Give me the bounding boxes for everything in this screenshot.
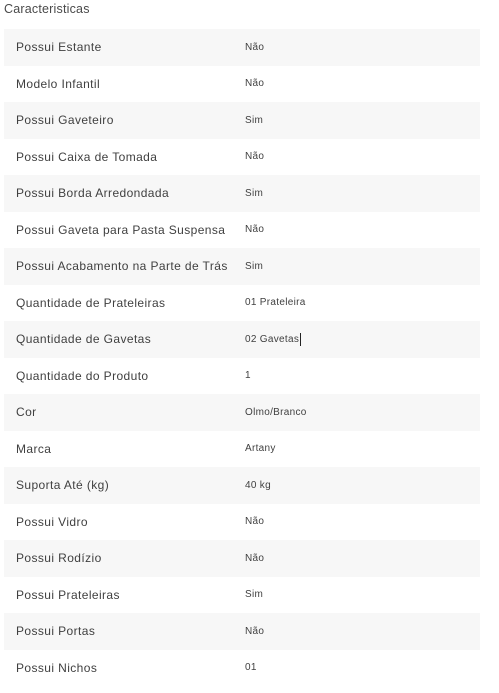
spec-value: Sim bbox=[245, 589, 264, 601]
spec-value: Olmo/Branco bbox=[245, 406, 307, 418]
table-row-possui-gaveteiro bbox=[4, 102, 480, 139]
spec-label: Quantidade do Produto bbox=[16, 368, 149, 383]
spec-label: Possui Prateleiras bbox=[16, 587, 120, 602]
table-row-possui-vidro bbox=[4, 504, 480, 541]
table-row-quantidade-do-produto bbox=[4, 358, 480, 395]
spec-value: 1 bbox=[245, 370, 251, 382]
table-row-possui-nichos bbox=[4, 650, 480, 687]
spec-value: Sim bbox=[245, 114, 264, 126]
section-title: Caracteristicas bbox=[4, 2, 90, 16]
spec-value: 01 Prateleira bbox=[245, 297, 306, 309]
spec-value: Não bbox=[245, 625, 265, 637]
table-row-suporta-ate bbox=[4, 467, 480, 504]
spec-value: Não bbox=[245, 516, 265, 528]
spec-label: Suporta Até (kg) bbox=[16, 478, 110, 493]
spec-value-with-cursor[interactable] bbox=[245, 321, 480, 358]
spec-label: Marca bbox=[16, 441, 52, 456]
spec-value: Não bbox=[245, 78, 265, 90]
spec-label: Quantidade de Prateleiras bbox=[16, 295, 166, 310]
table-row-possui-gaveta-pasta-suspensa bbox=[4, 212, 480, 249]
spec-value: Não bbox=[245, 41, 265, 53]
spec-value: Não bbox=[245, 151, 265, 163]
table-row-quantidade-de-gavetas bbox=[4, 321, 480, 358]
spec-value: Não bbox=[245, 552, 265, 564]
spec-label: Possui Estante bbox=[16, 40, 102, 55]
text-cursor bbox=[300, 333, 301, 346]
spec-value[interactable]: 02 Gavetas bbox=[245, 333, 300, 345]
spec-label: Possui Vidro bbox=[16, 514, 88, 529]
table-row-quantidade-de-prateleiras bbox=[4, 285, 480, 322]
spec-value: 40 kg bbox=[245, 479, 271, 491]
spec-value: Não bbox=[245, 224, 265, 236]
table-row-possui-portas bbox=[4, 613, 480, 650]
spec-label: Possui Gaveteiro bbox=[16, 113, 114, 128]
table-row-modelo-infantil bbox=[4, 66, 480, 103]
spec-label: Modelo Infantil bbox=[16, 76, 101, 91]
spec-label: Cor bbox=[16, 405, 37, 420]
table-row-possui-borda-arredondada bbox=[4, 175, 480, 212]
spec-label: Possui Portas bbox=[16, 624, 96, 639]
table-row-possui-acabamento-parte-de-tras bbox=[4, 248, 480, 285]
spec-label: Possui Caixa de Tomada bbox=[16, 149, 158, 164]
table-row-cor bbox=[4, 394, 480, 431]
spec-label: Possui Gaveta para Pasta Suspensa bbox=[16, 222, 226, 237]
spec-label: Possui Acabamento na Parte de Trás bbox=[16, 259, 228, 274]
spec-value: Artany bbox=[245, 443, 276, 455]
spec-value: Sim bbox=[245, 260, 264, 272]
spec-label: Possui Borda Arredondada bbox=[16, 186, 170, 201]
spec-value: Sim bbox=[245, 187, 264, 199]
table-row-possui-estante bbox=[4, 29, 480, 66]
table-row-marca bbox=[4, 431, 480, 468]
spec-label: Possui Rodízio bbox=[16, 551, 102, 566]
spec-value: 01 bbox=[245, 662, 257, 674]
spec-label: Quantidade de Gavetas bbox=[16, 332, 152, 347]
specifications-table bbox=[4, 29, 480, 686]
table-row-possui-rodizio bbox=[4, 540, 480, 577]
table-row-possui-caixa-de-tomada bbox=[4, 139, 480, 176]
spec-label: Possui Nichos bbox=[16, 660, 98, 675]
table-row-possui-prateleiras bbox=[4, 577, 480, 614]
